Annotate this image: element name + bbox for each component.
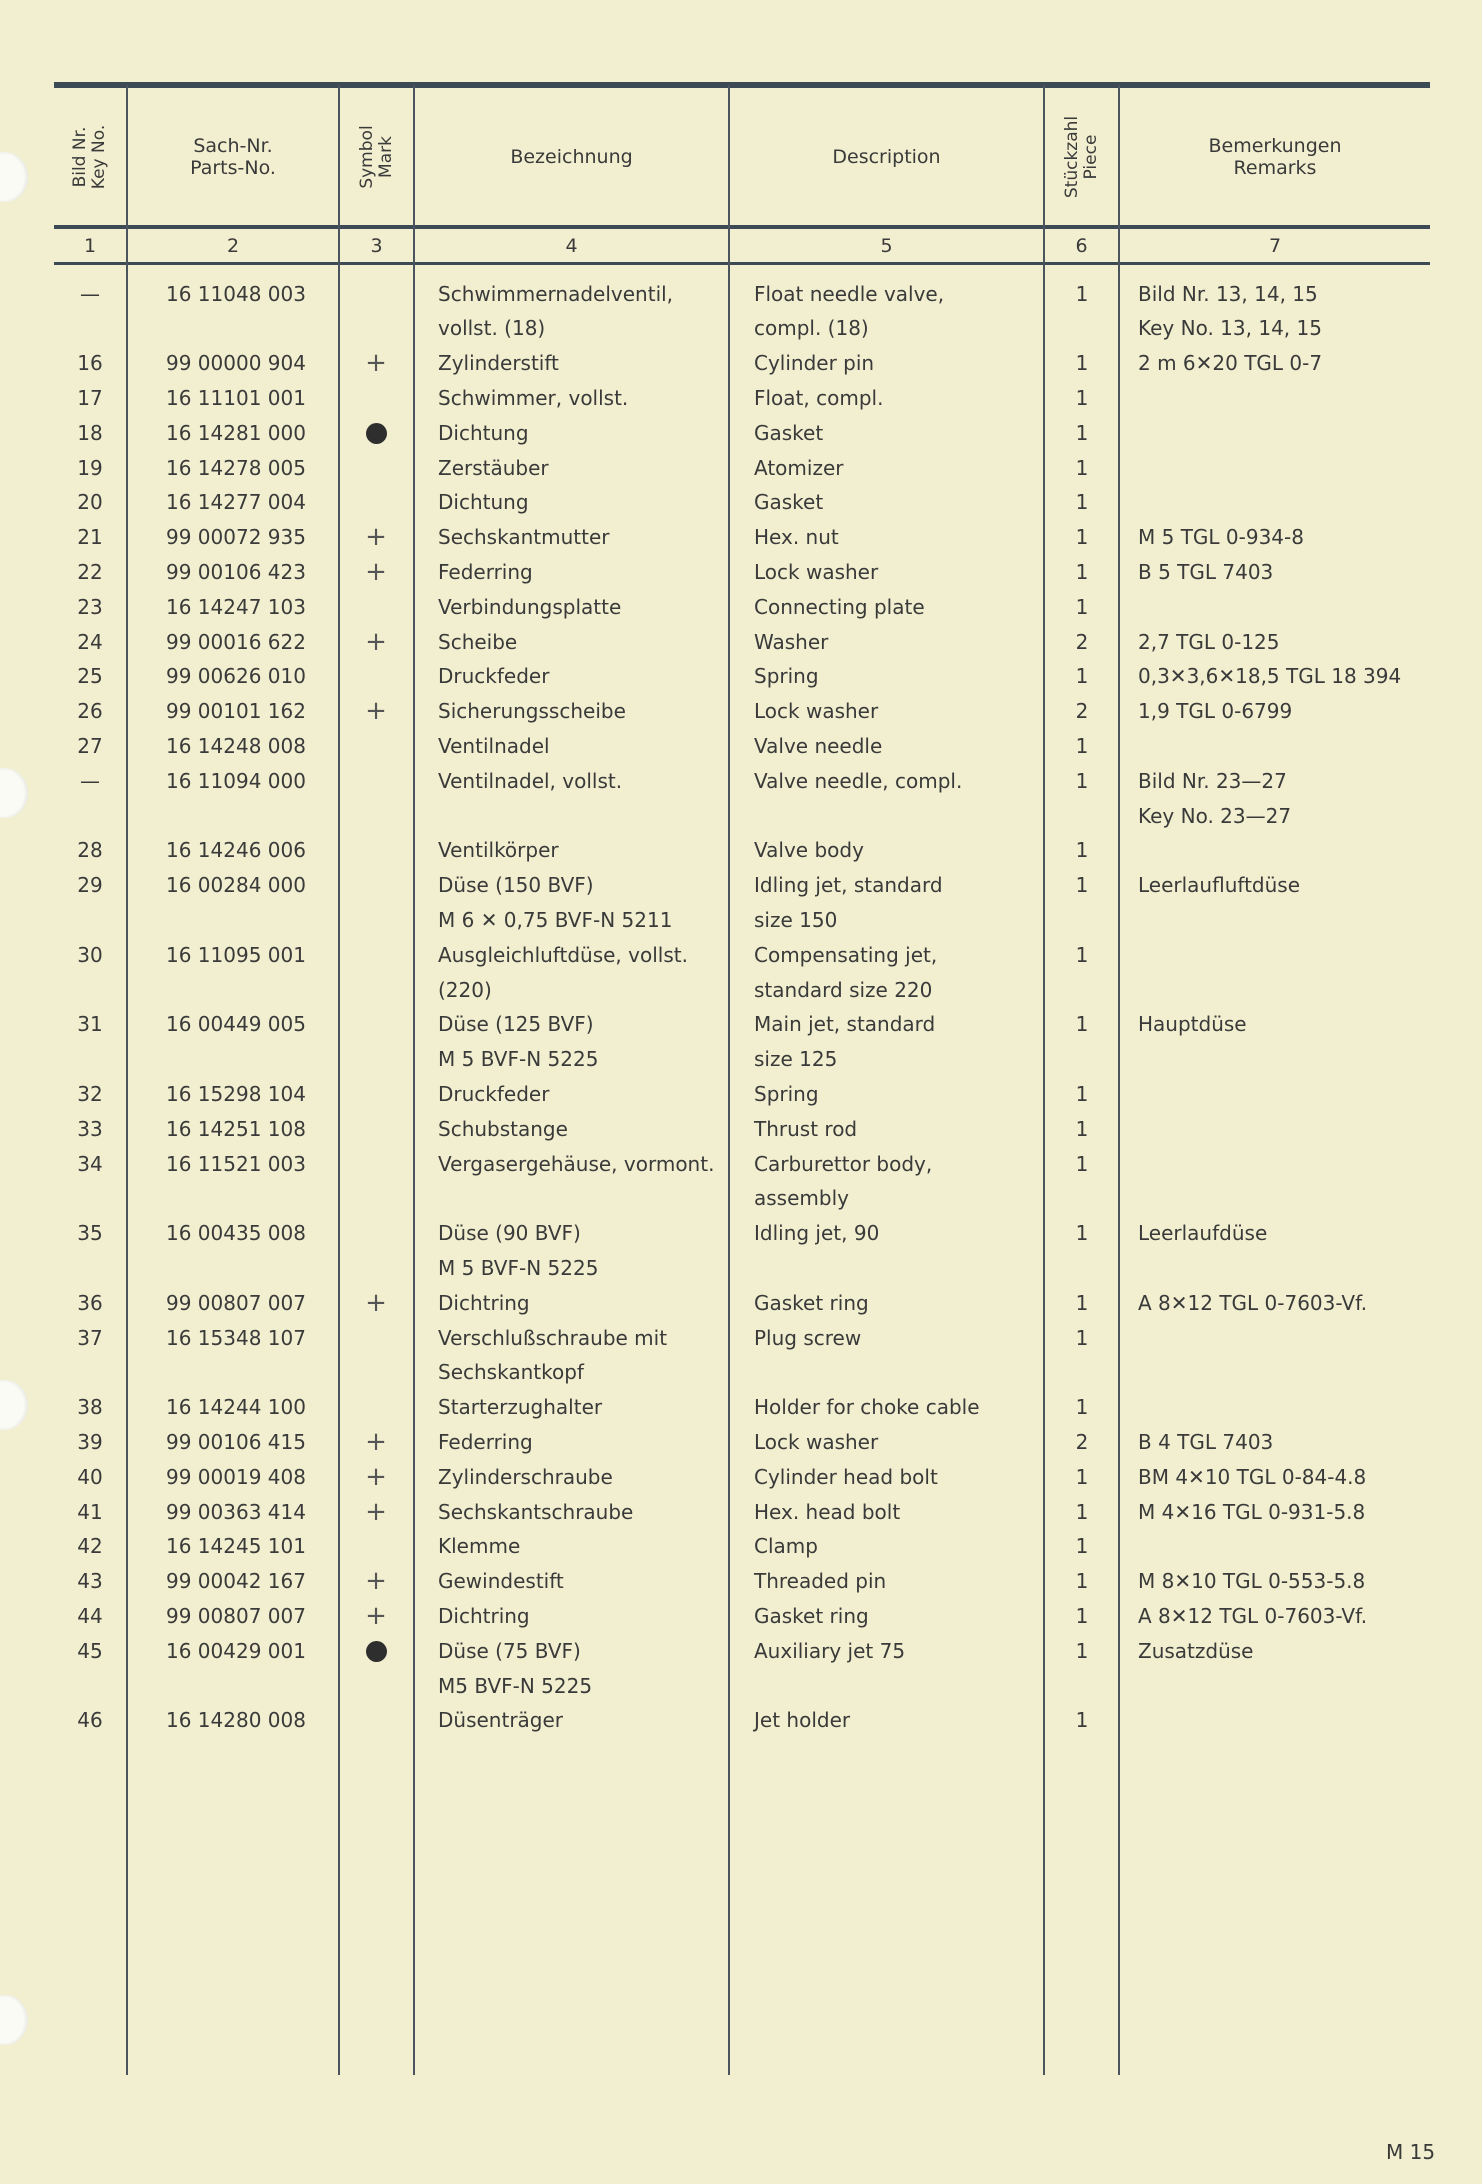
key-no: 17 [77, 386, 103, 410]
parts-no: 99 00807 007 [166, 1604, 306, 1628]
table-row [0, 764, 1482, 834]
table-row [0, 1564, 1482, 1599]
bezeichnung-text: Düsenträger [438, 1708, 564, 1733]
plus-mark-icon: + [365, 557, 387, 587]
remarks-text: 2 m 6✕20 TGL 0-7 [1138, 351, 1323, 376]
header-piece [1045, 88, 1118, 225]
table-row [0, 868, 1482, 938]
symbol-mark [340, 659, 412, 694]
bezeichnung-text: Ventilnadel, vollst. [438, 768, 623, 793]
bezeichnung-text: Düse (75 BVF) [438, 1638, 581, 1663]
parts-no: 99 00807 007 [166, 1290, 306, 1315]
key-no: 41 [77, 1499, 103, 1524]
parts-no: 16 14281 000 [166, 420, 306, 445]
remarks-text: M 5 TGL 0-934-8 [1138, 525, 1304, 550]
key-no: — [80, 768, 100, 793]
key-no: 23 [77, 594, 103, 619]
bezeichnung-text: Düse (150 BVF) [438, 873, 594, 898]
parts-no: 16 15348 107 [166, 1325, 306, 1350]
header-key-no [54, 88, 126, 225]
table-row [0, 1286, 1482, 1321]
bezeichnung-text: Zerstäuber [438, 455, 549, 480]
parts-no: 16 00284 000 [166, 873, 306, 898]
column-number-rule [54, 262, 1430, 265]
key-no: 42 [77, 1534, 103, 1559]
symbol-mark [340, 1321, 412, 1356]
remarks-text: 0,3✕3,6✕18,5 TGL 18 394 [1138, 664, 1402, 689]
parts-no: 16 11048 003 [166, 281, 306, 306]
bezeichnung-text: Düse (125 BVF) [438, 1012, 594, 1037]
key-no: 16 [77, 351, 103, 376]
key-no: 32 [77, 1082, 103, 1106]
bezeichnung-text: Dichtung [438, 420, 529, 445]
table-row [0, 1390, 1482, 1425]
parts-no: 99 00019 408 [166, 1464, 306, 1489]
description-text: Cylinder pin [754, 351, 875, 376]
remarks-text: B 4 TGL 7403 [1138, 1430, 1274, 1454]
symbol-mark [340, 1564, 412, 1599]
table-row [0, 346, 1482, 381]
table-row [0, 1007, 1482, 1077]
table-row [0, 416, 1482, 451]
header-bezeichnung: Bezeichnung [510, 145, 633, 168]
plus-mark-icon: + [365, 696, 387, 727]
header-mark [340, 88, 413, 225]
key-no: 46 [77, 1708, 103, 1733]
description-text: Atomizer [754, 455, 844, 480]
bezeichnung-text: Druckfeder [438, 664, 550, 689]
description-text: Threaded pin [754, 1569, 887, 1594]
piece-count: 1 [1075, 1221, 1089, 1246]
piece-count: 1 [1075, 560, 1089, 584]
key-no: 18 [77, 420, 103, 445]
piece-count: 1 [1075, 525, 1089, 550]
key-no: 37 [77, 1325, 103, 1350]
piece-count: 2 [1075, 629, 1089, 654]
remarks-text: M 8✕10 TGL 0-553-5.8 [1138, 1569, 1366, 1594]
piece-count: 1 [1075, 455, 1089, 480]
symbol-mark [340, 833, 412, 868]
key-no: 31 [77, 1012, 103, 1037]
symbol-mark [340, 1529, 412, 1564]
header-remarks: Bemerkungen Remarks [1208, 134, 1342, 179]
symbol-mark [340, 1007, 412, 1042]
parts-no: 16 11094 000 [166, 768, 306, 793]
symbol-mark [340, 520, 412, 555]
description-text: Lock washer [754, 699, 879, 724]
bezeichnung-text: M 5 BVF-N 5225 [438, 1047, 599, 1072]
bezeichnung-text: Zylinderschraube [438, 1464, 613, 1489]
remarks-text: Zusatzdüse [1138, 1638, 1254, 1663]
piece-count: 1 [1075, 1082, 1089, 1106]
bezeichnung-text: Ventilkörper [438, 838, 559, 863]
table-row [0, 590, 1482, 625]
piece-count: 1 [1075, 873, 1089, 898]
description-text: Spring [754, 1082, 819, 1106]
parts-no: 99 00016 622 [166, 629, 306, 654]
symbol-mark [340, 625, 412, 660]
description-text: Hex. nut [754, 525, 839, 550]
key-no: 25 [77, 664, 103, 689]
description-text: Hex. head bolt [754, 1499, 901, 1524]
bezeichnung-text: Dichtring [438, 1604, 530, 1628]
symbol-mark [340, 1460, 412, 1495]
description-text: Cylinder head bolt [754, 1464, 938, 1489]
plus-mark-icon: + [365, 1566, 387, 1597]
bezeichnung-text: Federring [438, 560, 533, 584]
parts-no: 99 00072 935 [166, 525, 306, 550]
piece-count: 1 [1075, 1325, 1089, 1350]
piece-count: 1 [1075, 1395, 1089, 1420]
piece-count: 1 [1075, 838, 1089, 863]
remarks-text: Hauptdüse [1138, 1012, 1247, 1037]
key-no: 28 [77, 838, 103, 863]
plus-mark-icon: + [365, 1461, 387, 1492]
table-row [0, 659, 1482, 694]
bezeichnung-text: Ausgleichluftdüse, vollst. [438, 942, 688, 967]
bezeichnung-text: Druckfeder [438, 1082, 550, 1106]
parts-no: 16 00449 005 [166, 1012, 306, 1037]
plus-mark-icon: + [365, 1287, 387, 1318]
parts-no: 99 00101 162 [166, 699, 306, 724]
bezeichnung-text: Gewindestift [438, 1569, 564, 1594]
parts-no: 99 00626 010 [166, 664, 306, 689]
description-text: Valve needle [754, 734, 883, 758]
key-no: 44 [77, 1604, 103, 1628]
bezeichnung-text: Dichtring [438, 1290, 530, 1315]
bezeichnung-text: Sicherungsscheibe [438, 699, 626, 724]
bezeichnung-text: (220) [438, 977, 492, 1002]
description-text: Main jet, standard [754, 1012, 936, 1037]
description-text: assembly [754, 1186, 849, 1211]
description-text: Plug screw [754, 1325, 862, 1350]
symbol-mark [340, 1216, 412, 1251]
symbol-mark [340, 277, 412, 312]
description-text: Spring [754, 664, 819, 689]
column-number: 2 [226, 234, 240, 257]
piece-count: 1 [1075, 1708, 1089, 1733]
parts-no: 99 00106 423 [166, 560, 306, 584]
plus-mark-icon: + [365, 1427, 387, 1457]
column-number: 5 [880, 234, 893, 257]
symbol-mark [340, 729, 412, 764]
table-row [0, 694, 1482, 729]
key-no: 19 [77, 455, 103, 480]
header-description: Description [832, 145, 941, 168]
parts-no: 16 14247 103 [166, 594, 306, 619]
parts-no: 16 00429 001 [166, 1638, 306, 1663]
table-row [0, 485, 1482, 520]
table-row [0, 1077, 1482, 1112]
bezeichnung-text: M 6 ✕ 0,75 BVF-N 5211 [438, 907, 673, 932]
parts-no: 99 00106 415 [166, 1430, 306, 1454]
key-no: 20 [77, 490, 103, 515]
symbol-mark [340, 485, 412, 520]
remarks-text: Bild Nr. 23—27 [1138, 768, 1287, 793]
bezeichnung-text: Dichtung [438, 490, 529, 515]
parts-no: 16 14244 100 [166, 1395, 306, 1420]
description-text: Lock washer [754, 1430, 879, 1454]
parts-no: 16 14248 008 [166, 734, 306, 758]
parts-no: 16 11521 003 [166, 1151, 306, 1176]
piece-count: 1 [1075, 664, 1089, 689]
description-text: Compensating jet, [754, 942, 938, 967]
table-row [0, 1216, 1482, 1286]
bezeichnung-text: Klemme [438, 1534, 521, 1559]
key-no: 33 [77, 1116, 103, 1141]
remarks-text: Key No. 13, 14, 15 [1138, 316, 1322, 341]
piece-count: 2 [1075, 1430, 1089, 1454]
piece-count: 1 [1075, 942, 1089, 967]
page-number: M 15 [1386, 2140, 1436, 2164]
description-text: Float, compl. [754, 386, 884, 410]
key-no: 24 [77, 629, 103, 654]
table-row [0, 833, 1482, 868]
symbol-mark [340, 1495, 412, 1530]
piece-count: 1 [1075, 768, 1089, 793]
table-row [0, 1599, 1482, 1634]
header-piece-label: Stückzahl Piece [1061, 115, 1101, 198]
table-row [0, 1147, 1482, 1217]
key-no: 35 [77, 1221, 103, 1246]
key-no: 29 [77, 873, 103, 898]
symbol-mark [340, 1390, 412, 1425]
bezeichnung-text: Schubstange [438, 1116, 568, 1141]
symbol-mark [340, 1077, 412, 1112]
parts-no: 16 15298 104 [166, 1082, 306, 1106]
description-text: Carburettor body, [754, 1151, 933, 1176]
table-row [0, 1460, 1482, 1495]
parts-no: 16 14246 006 [166, 838, 306, 863]
symbol-mark [340, 1286, 412, 1321]
key-no: 38 [77, 1395, 103, 1420]
symbol-mark [340, 764, 412, 799]
piece-count: 1 [1075, 351, 1089, 376]
bezeichnung-text: Vergasergehäuse, vormont. [438, 1151, 715, 1176]
key-no: 27 [77, 734, 103, 758]
description-text: Idling jet, standard [754, 873, 943, 898]
bezeichnung-text: Federring [438, 1430, 533, 1454]
piece-count: 1 [1075, 1151, 1089, 1176]
column-number: 6 [1075, 234, 1088, 257]
piece-count: 1 [1075, 490, 1089, 515]
bezeichnung-text: Sechskantmutter [438, 525, 610, 550]
parts-no: 16 14277 004 [166, 490, 306, 515]
bezeichnung-text: Zylinderstift [438, 351, 559, 376]
description-text: Valve body [754, 838, 864, 863]
description-text: Thrust rod [754, 1116, 858, 1141]
bezeichnung-text: Sechskantschraube [438, 1499, 634, 1524]
piece-count: 1 [1075, 1638, 1089, 1663]
parts-no: 99 00363 414 [166, 1499, 306, 1524]
description-text: Idling jet, 90 [754, 1221, 880, 1246]
column-number: 3 [370, 234, 383, 257]
column-number: 4 [565, 234, 578, 257]
bezeichnung-text: Scheibe [438, 629, 518, 654]
column-number: 7 [1268, 234, 1282, 257]
description-text: compl. (18) [754, 316, 869, 341]
remarks-text: A 8✕12 TGL 0-7603-Vf. [1138, 1604, 1368, 1628]
key-no: 30 [77, 942, 103, 967]
symbol-mark [340, 868, 412, 903]
symbol-mark [340, 451, 412, 486]
piece-count: 2 [1075, 699, 1089, 724]
symbol-mark [340, 1425, 412, 1460]
piece-count: 1 [1075, 594, 1089, 619]
parts-no: 99 00000 904 [166, 351, 306, 376]
description-text: Washer [754, 629, 829, 654]
header-key-no-label: Bild Nr. Key No. [70, 124, 109, 189]
table-row [0, 277, 1482, 347]
remarks-text: 1,9 TGL 0-6799 [1138, 699, 1293, 724]
symbol-mark [340, 1599, 412, 1634]
table-row [0, 1529, 1482, 1564]
parts-no: 16 14251 108 [166, 1116, 306, 1141]
table-row [0, 451, 1482, 486]
key-no: 21 [77, 525, 103, 550]
piece-count: 1 [1075, 1499, 1089, 1524]
table-row [0, 555, 1482, 590]
key-no: 40 [77, 1464, 103, 1489]
bezeichnung-text: Düse (90 BVF) [438, 1221, 581, 1246]
table-row [0, 1495, 1482, 1530]
description-text: Auxiliary jet 75 [754, 1638, 906, 1663]
table-row [0, 938, 1482, 1008]
piece-count: 1 [1075, 1569, 1089, 1594]
symbol-mark [340, 938, 412, 973]
description-text: Holder for choke cable [754, 1395, 980, 1420]
remarks-text: BM 4✕10 TGL 0-84-4.8 [1138, 1464, 1367, 1489]
description-text: Gasket [754, 490, 824, 515]
bezeichnung-text: Ventilnadel [438, 734, 550, 758]
piece-count: 1 [1075, 1604, 1089, 1628]
remarks-text: 2,7 TGL 0-125 [1138, 629, 1280, 654]
piece-count: 1 [1075, 1116, 1089, 1141]
key-no: 34 [77, 1151, 103, 1176]
plus-mark-icon: + [365, 1496, 387, 1527]
piece-count: 1 [1075, 1534, 1089, 1559]
symbol-mark [340, 1634, 412, 1669]
table-row [0, 1112, 1482, 1147]
bezeichnung-text: Verschlußschraube mit [438, 1325, 668, 1350]
symbol-mark [340, 346, 412, 381]
bezeichnung-text: Schwimmernadelventil, [438, 281, 674, 306]
bezeichnung-text: Starterzughalter [438, 1395, 603, 1420]
table-row [0, 625, 1482, 660]
key-no: 43 [77, 1569, 103, 1594]
remarks-text: Key No. 23—27 [1138, 803, 1292, 828]
table-row [0, 1703, 1482, 1738]
header-parts-no: Sach-Nr. Parts-No. [190, 134, 276, 179]
bezeichnung-text: M5 BVF-N 5225 [438, 1673, 593, 1698]
remarks-text: B 5 TGL 7403 [1138, 560, 1274, 584]
bezeichnung-text: Schwimmer, vollst. [438, 386, 629, 410]
symbol-mark [340, 381, 412, 416]
bezeichnung-text: Verbindungsplatte [438, 594, 622, 619]
parts-no: 16 14280 008 [166, 1708, 306, 1733]
parts-no: 16 11101 001 [166, 386, 306, 410]
remarks-text: M 4✕16 TGL 0-931-5.8 [1138, 1499, 1366, 1524]
plus-mark-icon: + [365, 348, 387, 379]
description-text: Gasket ring [754, 1604, 869, 1628]
parts-no: 16 14245 101 [166, 1534, 306, 1559]
table-row [0, 381, 1482, 416]
table-row [0, 1321, 1482, 1391]
piece-count: 1 [1075, 281, 1089, 306]
key-no: 26 [77, 699, 103, 724]
parts-no: 16 00435 008 [166, 1221, 306, 1246]
remarks-text: Leerlaufluftdüse [1138, 873, 1301, 898]
symbol-mark [340, 694, 412, 729]
parts-no: 16 14278 005 [166, 455, 306, 480]
remarks-text: Leerlaufdüse [1138, 1221, 1268, 1246]
table-row [0, 729, 1482, 764]
remarks-text: A 8✕12 TGL 0-7603-Vf. [1138, 1290, 1368, 1315]
symbol-mark [340, 1147, 412, 1182]
description-text: Gasket ring [754, 1290, 869, 1315]
filled-dot-mark-icon [366, 423, 387, 444]
filled-dot-mark-icon [366, 1641, 387, 1662]
piece-count: 1 [1075, 734, 1089, 758]
remarks-text: Bild Nr. 13, 14, 15 [1138, 281, 1318, 306]
plus-mark-icon: + [365, 626, 387, 657]
description-text: Jet holder [754, 1708, 851, 1733]
symbol-mark [340, 416, 412, 451]
key-no: 45 [77, 1638, 103, 1663]
bezeichnung-text: vollst. (18) [438, 316, 546, 341]
plus-mark-icon: + [365, 522, 387, 553]
description-text: Float needle valve, [754, 281, 945, 306]
piece-count: 1 [1075, 1464, 1089, 1489]
table-row [0, 1425, 1482, 1460]
description-text: Clamp [754, 1534, 818, 1559]
table-row [0, 1634, 1482, 1704]
piece-count: 1 [1075, 1290, 1089, 1315]
plus-mark-icon: + [365, 1601, 387, 1631]
column-number: 1 [83, 234, 97, 257]
symbol-mark [340, 590, 412, 625]
bezeichnung-text: Sechskantkopf [438, 1360, 584, 1385]
key-no: — [80, 281, 100, 306]
piece-count: 1 [1075, 386, 1089, 410]
description-text: Valve needle, compl. [754, 768, 963, 793]
description-text: Connecting plate [754, 594, 925, 619]
parts-no: 99 00042 167 [166, 1569, 306, 1594]
parts-no: 16 11095 001 [166, 942, 306, 967]
description-text: Gasket [754, 420, 824, 445]
piece-count: 1 [1075, 420, 1089, 445]
symbol-mark [340, 555, 412, 590]
key-no: 22 [77, 560, 103, 584]
description-text: size 125 [754, 1047, 838, 1072]
symbol-mark [340, 1112, 412, 1147]
key-no: 39 [77, 1430, 103, 1454]
description-text: standard size 220 [754, 977, 933, 1002]
punch-hole [0, 1995, 28, 2045]
table-row [0, 520, 1482, 555]
punch-hole [0, 152, 28, 202]
description-text: Lock washer [754, 560, 879, 584]
header-mark-label: Symbol Mark [356, 124, 396, 189]
piece-count: 1 [1075, 1012, 1089, 1037]
key-no: 36 [77, 1290, 103, 1315]
bezeichnung-text: M 5 BVF-N 5225 [438, 1255, 599, 1280]
description-text: size 150 [754, 907, 838, 932]
symbol-mark [340, 1703, 412, 1738]
